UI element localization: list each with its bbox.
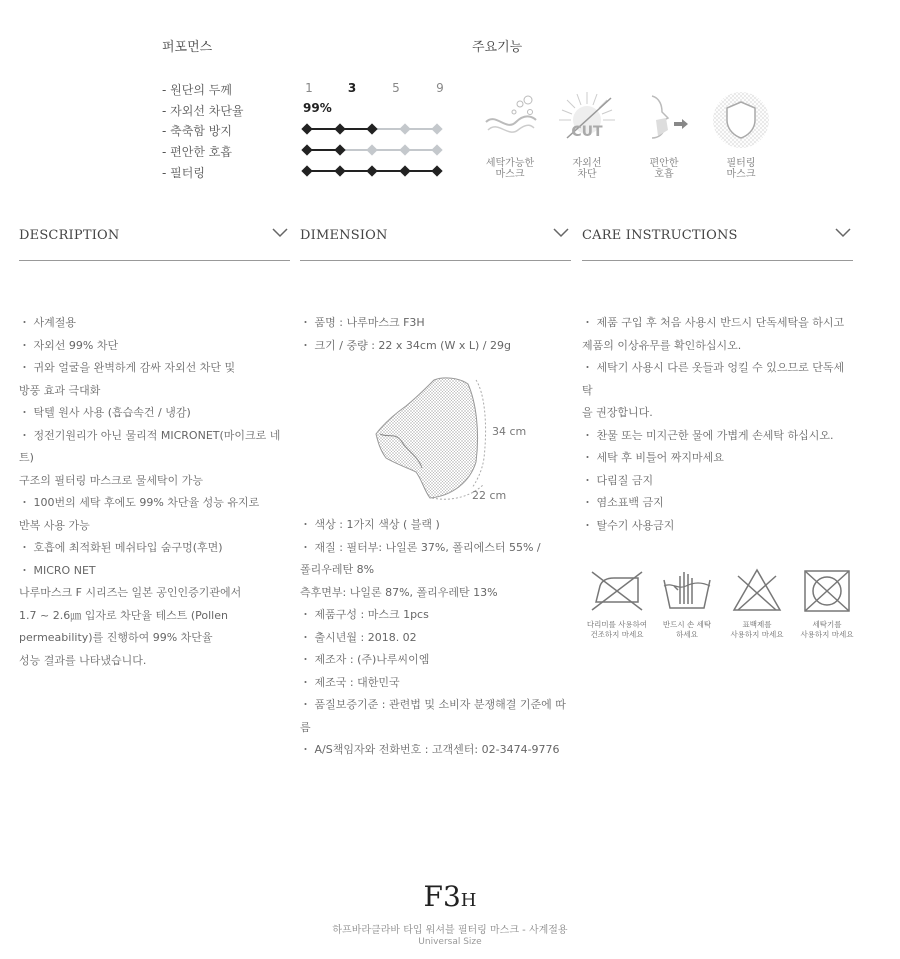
product-title [0,880,900,913]
dimension-line: 름 [300,720,311,734]
care-symbol-no-tumble-dry [793,568,861,640]
product-subtitle: 하프바라클라바 타입 워셔블 필터링 마스크 - 사계절용 [332,925,568,936]
uv-cut-badge: CUT [571,124,603,140]
perf-uv-label: - 자외선 차단율 [162,104,244,118]
chevron-down-icon [835,228,851,238]
description-line: ・ 정전기원리가 아닌 물리적 MICRONET(마이크로 네 [19,428,281,442]
description-line: 1.7 ~ 2.6㎛ 입자로 차단율 테스트 (Pollen [19,608,228,622]
feature-uv-label1: 자외선 [572,158,602,169]
accordion-care[interactable] [582,222,853,261]
chevron-down-icon [272,228,288,238]
dimension-line: ・ 출시년월 : 2018. 02 [300,630,417,644]
dimension-line: ・ 제조국 : 대한민국 [300,675,400,689]
perf-uv-value: 99% [303,101,332,115]
rating-dot [366,123,377,134]
hand-wash-icon [660,568,714,614]
rating-dot [301,144,312,155]
scale-3: 3 [347,81,357,95]
description-line: 방풍 효과 극대화 [19,383,101,397]
feature-uv-cut [547,90,627,180]
rating-dot [334,144,345,155]
care-no-iron-label2: 건조하지 마세요 [590,630,644,639]
description-line: 반복 사용 가능 [19,518,90,532]
description-list [19,312,280,672]
care-line: ・ 다림질 금지 [582,473,654,487]
filter-icon [711,90,771,150]
rating-dot [399,123,410,134]
feature-washable-label2: 마스크 [495,169,525,180]
product-title-main: F3 [423,880,461,913]
perf-breathing-label: - 편안한 호흡 [162,145,232,159]
rating-dot [431,165,442,176]
care-list [582,312,844,537]
scale-1: 1 [305,81,313,95]
feature-breathing [624,90,704,180]
description-line: 트) [19,451,34,464]
care-line: 제품의 이상유무를 확인하십시오. [582,338,742,352]
accordion-dimension[interactable] [300,222,571,261]
description-line: permeability)를 진행하여 99% 차단율 [19,631,213,644]
care-line: ・ 세탁기 사용시 다른 옷들과 엉킬 수 있으므로 단독세 [582,361,845,374]
care-line: ・ 찬물 또는 미지근한 물에 가볍게 손세탁 하십시오. [582,428,834,442]
scale-9: 9 [436,81,444,95]
perf-dampness-label: - 축축함 방지 [162,124,232,138]
rating-dot [399,165,410,176]
feature-breathing-label2: 호흡 [654,169,674,180]
washable-icon [480,90,540,150]
scale-5: 5 [392,81,400,95]
dimension-line: ・ 재질 : 필터부: 나일론 37%, 폴리에스터 55% / [300,540,541,554]
feature-filter-label1: 필터링 [726,158,756,169]
rating-dot [431,144,442,155]
accordion-description[interactable] [19,222,290,261]
dimension-line: 폴리우레탄 8% [300,563,375,576]
dimension-line: ・ A/S책임자와 전화번호 : 고객센터: 02-3474-9776 [300,743,560,756]
description-line: ・ MICRO NET [19,563,96,577]
feature-washable [470,90,550,180]
dimension-line: ・ 품질보증기준 : 관련법 및 소비자 분쟁해결 기준에 따 [300,698,566,711]
feature-filter-label2: 마스크 [726,169,756,180]
breathing-icon [634,90,694,150]
feature-uv-label2: 차단 [577,169,597,180]
no-bleach-icon [730,568,784,614]
description-line: ・ 100번의 세탁 후에도 99% 차단율 성능 유지로 [19,496,260,509]
rating-dot [366,144,377,155]
product-size: Universal Size [418,937,482,947]
care-symbol-hand-wash [653,568,721,640]
care-hand-wash-label2: 하세요 [676,630,698,639]
rating-dot [366,165,377,176]
description-line: ・ 자외선 99% 차단 [19,338,119,352]
description-line: 나루마스크 F 시리즈는 일본 공인인증기관에서 [19,586,242,599]
feature-filter [701,90,781,180]
dimension-line: ・ 품명 : 나루마스크 F3H [300,316,425,329]
care-line: ・ 염소표백 금지 [582,496,664,509]
care-line: ・ 세탁 후 비틀어 짜지마세요 [582,451,724,464]
care-no-bleach-label2: 사용하지 마세요 [730,630,784,639]
care-line: 탁 [582,383,593,397]
no-iron-icon [590,568,644,614]
accordion-care-title: CARE INSTRUCTIONS [582,228,738,243]
description-line: ・ 호흡에 최적화된 메쉬타입 숨구멍(후면) [19,541,223,554]
care-line: ・ 제품 구입 후 처음 사용시 반드시 단독세탁을 하시고 [582,316,845,329]
perf-thickness-label: - 원단의 두께 [162,83,232,97]
description-line: ・ 귀와 얼굴을 완벽하게 감싸 자외선 차단 및 [19,361,236,374]
dimension-height-label: 34 cm [492,425,527,438]
care-symbol-no-iron [583,568,651,640]
product-title-small: H [460,890,477,911]
care-line: 을 권장합니다. [582,406,653,419]
performance-title: 퍼포먼스 [162,40,213,55]
accordion-dimension-title: DIMENSION [300,228,388,243]
description-line: ・ 탁텔 원사 사용 (흡습속건 / 냉감) [19,406,191,419]
care-symbol-no-bleach [723,568,791,640]
rating-dot [399,144,410,155]
dimension-line: 측후면부: 나일론 87%, 폴리우레탄 13% [300,585,498,599]
care-no-tumble-label1: 세탁기를 [812,620,842,629]
description-line: ・ 사계절용 [19,316,77,329]
rating-dot [301,165,312,176]
perf-filtering-label: - 필터링 [162,166,205,180]
no-tumble-dry-icon [800,568,854,614]
features-title: 주요기능 [472,40,523,55]
dimension-line: ・ 제조자 : (주)나루씨이엠 [300,653,430,666]
feature-washable-label1: 세탁가능한 [485,158,535,169]
care-no-bleach-label1: 표백제를 [742,620,772,629]
rating-dot [334,165,345,176]
uv-cut-icon [557,90,617,150]
dimension-bottom-list [300,514,566,762]
dimension-line: ・ 제품구성 : 마스크 1pcs [300,608,429,621]
rating-dot [334,123,345,134]
accordion-description-title: DESCRIPTION [19,228,120,243]
care-no-iron-label1: 다리미를 사용하여 [586,620,648,629]
chevron-down-icon [553,228,569,238]
dimension-top-list [300,312,511,357]
rating-dot [301,123,312,134]
dimension-line: ・ 크기 / 중량 : 22 x 34cm (W x L) / 29g [300,338,511,352]
dimension-line: ・ 색상 : 1가지 색상 ( 블랙 ) [300,518,440,531]
description-line: 성능 결과를 나타냈습니다. [19,653,147,667]
care-no-tumble-label2: 사용하지 마세요 [800,630,854,639]
dimension-width-label: 22 cm [472,489,507,502]
care-hand-wash-label1: 반드시 손 세탁 [662,620,712,629]
care-line: ・ 탈수기 사용금지 [582,518,675,532]
description-line: 구조의 필터링 마스크로 물세탁이 가능 [19,473,204,487]
rating-dot [431,123,442,134]
feature-breathing-label1: 편안한 [649,158,679,169]
